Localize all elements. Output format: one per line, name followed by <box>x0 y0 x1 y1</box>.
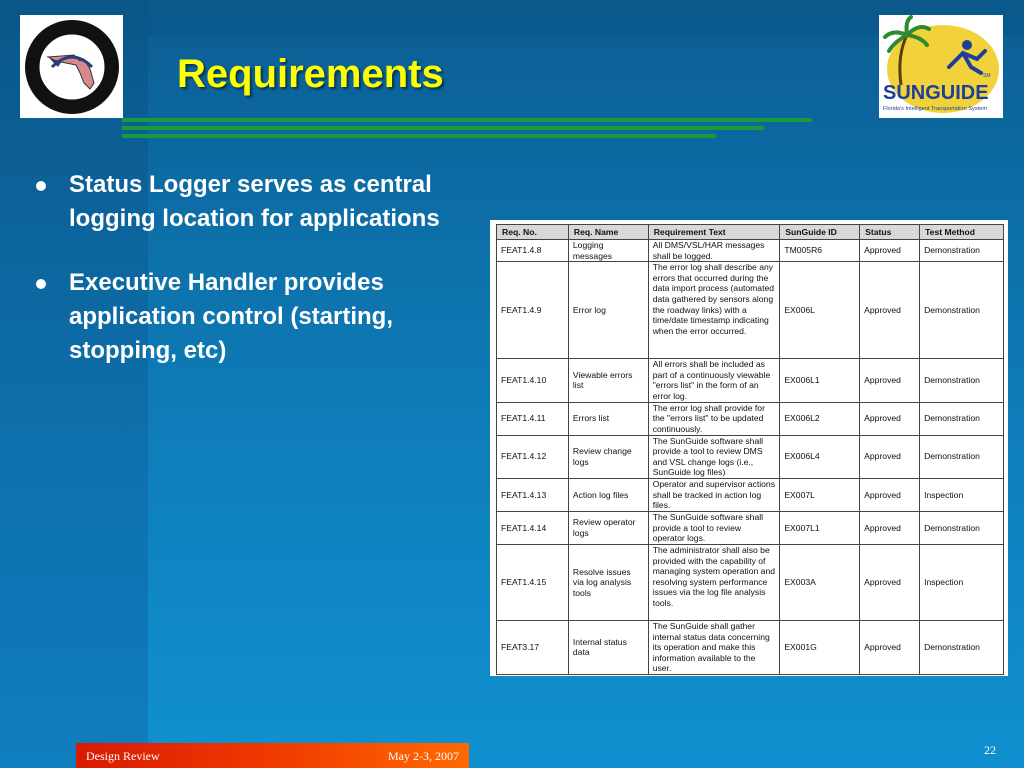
table-row <box>497 544 1004 620</box>
cell-sunguide-id: EX006L1 <box>780 359 860 402</box>
cell-status: Approved <box>860 478 920 511</box>
cell-sunguide-id: EX007L <box>780 478 860 511</box>
cell-req-text: The SunGuide software shall provide a tool to review operator logs. <box>648 511 780 544</box>
title-rule-2 <box>122 126 764 130</box>
cell-req-text: The administrator shall also be provided with the capability of managing system operation and resolving system performance issues via the log file analysis tools. <box>648 544 780 620</box>
table-row <box>497 435 1004 478</box>
bullet-item <box>36 168 506 236</box>
cell-status: Approved <box>860 544 920 620</box>
cell-status: Approved <box>860 402 920 435</box>
bullet-dot-icon <box>36 279 46 289</box>
cell-req-name: Internal status data <box>568 620 648 674</box>
title-rule-3 <box>122 134 716 138</box>
cell-req-text: The SunGuide shall gather internal status data concerning its operation and make this information available to the user. <box>648 620 780 674</box>
requirements-table-image <box>490 220 1008 676</box>
cell-req-no: FEAT1.4.10 <box>497 359 569 402</box>
header-req-name: Req. Name <box>568 225 648 240</box>
cell-test-method: Demonstration <box>920 240 1004 262</box>
cell-req-text: Operator and supervisor actions shall be tracked in action log files. <box>648 478 780 511</box>
table-header-row <box>497 225 1004 240</box>
bullet-dot-icon <box>36 181 46 191</box>
cell-sunguide-id: EX006L4 <box>780 435 860 478</box>
header-test-method: Test Method <box>920 225 1004 240</box>
cell-req-name: Review change logs <box>568 435 648 478</box>
cell-test-method: Demonstration <box>920 359 1004 402</box>
sunguide-tagline: Florida's Intelligent Transportation System <box>883 106 987 112</box>
table-row <box>497 478 1004 511</box>
cell-req-no: FEAT1.4.8 <box>497 240 569 262</box>
cell-req-name: Viewable errors list <box>568 359 648 402</box>
fdot-logo <box>20 15 123 118</box>
cell-test-method: Demonstration <box>920 620 1004 674</box>
cell-req-name: Resolve issues via log analysis tools <box>568 544 648 620</box>
cell-status: Approved <box>860 511 920 544</box>
cell-test-method: Inspection <box>920 478 1004 511</box>
requirements-table <box>496 224 1004 675</box>
slide-title: Requirements <box>177 52 444 96</box>
cell-sunguide-id: EX003A <box>780 544 860 620</box>
sunguide-logo <box>879 15 1003 118</box>
page-number: 22 <box>984 743 996 757</box>
bullet-text: Executive Handler provides application control (starting, stopping, etc) <box>69 269 394 364</box>
bullet-list <box>36 168 506 398</box>
bullet-item <box>36 266 506 368</box>
table-row <box>497 620 1004 674</box>
table-row <box>497 240 1004 262</box>
cell-req-name: Action log files <box>568 478 648 511</box>
cell-req-text: All DMS/VSL/HAR messages shall be logged. <box>648 240 780 262</box>
cell-test-method: Inspection <box>920 544 1004 620</box>
footer-date: May 2-3, 2007 <box>388 749 459 763</box>
footer-bar <box>76 743 469 768</box>
header-req-text: Requirement Text <box>648 225 780 240</box>
cell-test-method: Demonstration <box>920 435 1004 478</box>
cell-sunguide-id: TM005R6 <box>780 240 860 262</box>
cell-test-method: Demonstration <box>920 262 1004 359</box>
bullet-text: Status Logger serves as central logging location for applications <box>69 171 440 232</box>
sunguide-logo-icon <box>879 15 1003 118</box>
cell-req-name: Error log <box>568 262 648 359</box>
cell-req-no: FEAT3.17 <box>497 620 569 674</box>
cell-status: Approved <box>860 262 920 359</box>
cell-req-no: FEAT1.4.12 <box>497 435 569 478</box>
cell-sunguide-id: EX007L1 <box>780 511 860 544</box>
cell-status: Approved <box>860 435 920 478</box>
table-row <box>497 511 1004 544</box>
cell-req-name: Errors list <box>568 402 648 435</box>
cell-req-no: FEAT1.4.15 <box>497 544 569 620</box>
cell-req-no: FEAT1.4.9 <box>497 262 569 359</box>
cell-sunguide-id: EX001G <box>780 620 860 674</box>
table-row <box>497 402 1004 435</box>
cell-req-text: The SunGuide software shall provide a tool to review DMS and VSL change logs (i.e., SunGuide log files) <box>648 435 780 478</box>
cell-test-method: Demonstration <box>920 402 1004 435</box>
cell-req-no: FEAT1.4.14 <box>497 511 569 544</box>
cell-status: Approved <box>860 240 920 262</box>
cell-sunguide-id: EX006L2 <box>780 402 860 435</box>
cell-status: Approved <box>860 620 920 674</box>
table-row <box>497 359 1004 402</box>
cell-req-text: The error log shall provide for the "errors list" to be updated continuously. <box>648 402 780 435</box>
cell-req-no: FEAT1.4.11 <box>497 402 569 435</box>
cell-req-name: Logging messages <box>568 240 648 262</box>
service-mark: SM <box>983 73 991 79</box>
title-rule-1 <box>122 118 812 122</box>
cell-status: Approved <box>860 359 920 402</box>
header-req-no: Req. No. <box>497 225 569 240</box>
sunguide-wordmark: SUNGUIDE <box>883 82 989 104</box>
header-sunguide-id: SunGuide ID <box>780 225 860 240</box>
table-row <box>497 262 1004 359</box>
cell-req-name: Review operator logs <box>568 511 648 544</box>
fdot-seal-icon <box>22 17 122 117</box>
cell-sunguide-id: EX006L <box>780 262 860 359</box>
cell-req-text: The error log shall describe any errors that occurred during the data import process (automated data gathered by sensors along the roadway links) with a time/date timestamp indicating when the error occurred. <box>648 262 780 359</box>
cell-req-text: All errors shall be included as part of a continuously viewable "errors list" in the form of an error log. <box>648 359 780 402</box>
footer-title: Design Review <box>86 749 160 763</box>
header-status: Status <box>860 225 920 240</box>
cell-req-no: FEAT1.4.13 <box>497 478 569 511</box>
cell-test-method: Demonstration <box>920 511 1004 544</box>
